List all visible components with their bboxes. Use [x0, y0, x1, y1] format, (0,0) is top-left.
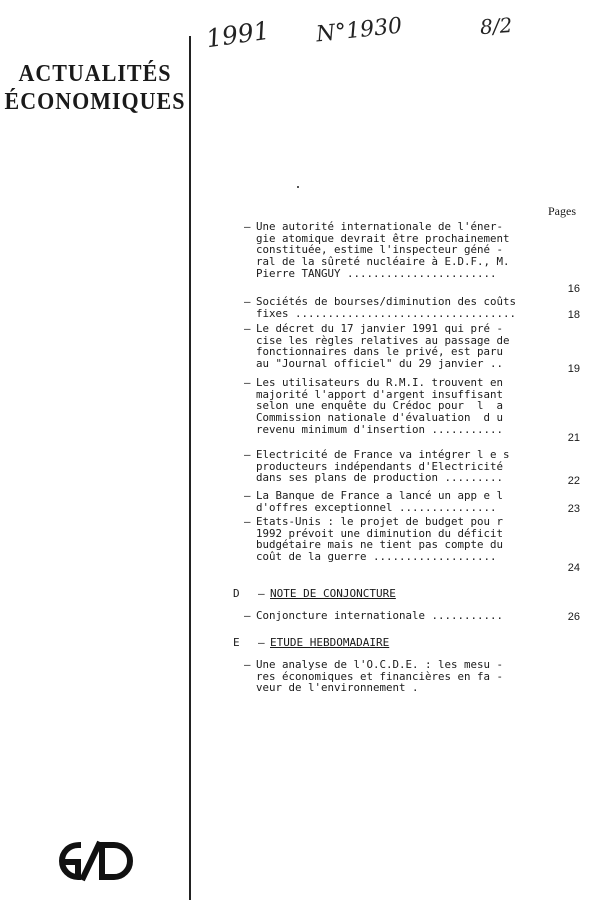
handwritten-issue-number: N°1930 [314, 13, 404, 48]
entry-line: revenu minimum d'insertion ........... [256, 422, 504, 436]
entry-line: Commission nationale d'évaluation d u [256, 411, 504, 425]
toc-entry [244, 322, 546, 371]
entry-line: fonctionnaires dans le privé, est paru [256, 345, 504, 359]
entry-line: Sociétés de bourses/diminution des coûts [256, 295, 517, 308]
entry-line: Une analyse de l'O.C.D.E. : les mesu - [256, 658, 504, 671]
entry-line: fixes .................................. [256, 306, 517, 320]
entry-dash: – [244, 515, 251, 528]
handwritten-year: 1991 [204, 15, 272, 54]
entry-dash: – [244, 489, 251, 502]
entry-line: majorité l'apport d'argent insuffisant [256, 387, 504, 401]
section-title: ETUDE HEBDOMADAIRE [270, 636, 390, 649]
entry-dash: – [244, 448, 251, 461]
publication-title-line-1: ACTUALITÉS [18, 58, 172, 87]
entry-line: d'offres exceptionnel ............... [256, 500, 497, 514]
publication-title-line-2: ÉCONOMIQUES [4, 86, 186, 115]
entry-line: Pierre TANGUY ....................... [256, 266, 497, 280]
toc-entry [244, 220, 546, 280]
entry-dash: – [244, 658, 251, 671]
section-dash: – [258, 636, 265, 649]
entry-line: Electricité de France va intégrer l e s [256, 448, 510, 461]
toc-entry [244, 609, 546, 622]
page-number: 24 [567, 562, 580, 574]
vertical-rule [189, 36, 191, 900]
entry-line: ral de la sûreté nucléaire à E.D.F., M. [256, 255, 510, 269]
entry-line: Les utilisateurs du R.M.I. trouvent en [256, 376, 504, 389]
entry-line: res économiques et financières en fa - [256, 669, 504, 683]
entry-dash: – [244, 376, 251, 389]
publisher-logo [44, 838, 140, 884]
toc-entry [244, 658, 546, 695]
entry-dash: – [244, 220, 251, 233]
entry-dash: – [244, 295, 251, 308]
section-letter: D [233, 587, 240, 600]
entry-line: Une autorité internationale de l'éner- [256, 220, 504, 233]
entry-line: selon une enquête du Crédoc pour l a [256, 399, 504, 413]
page-number: 18 [567, 309, 580, 321]
entry-line: Le décret du 17 janvier 1991 qui pré - [256, 322, 504, 335]
page-number: 19 [567, 363, 580, 375]
entry-dash: – [244, 322, 251, 335]
section-title: NOTE DE CONJONCTURE [270, 587, 396, 600]
entry-line: dans ses plans de production ......... [256, 471, 504, 485]
page-number: 21 [567, 432, 580, 444]
section-letter: E [233, 636, 240, 649]
pages-column-label: Pages [548, 204, 576, 218]
entry-line: La Banque de France a lancé un app e l [256, 489, 504, 502]
page-number: 22 [567, 475, 580, 487]
entry-line: producteurs indépendants d'Electricité [256, 459, 504, 473]
toc-entry [244, 376, 546, 436]
handwritten-mark: 8/2 [479, 12, 513, 40]
entry-line: Etats-Unis : le projet de budget pou r [256, 515, 504, 528]
entry-line: cise les règles relatives au passage de [256, 333, 510, 347]
toc-entry [244, 295, 546, 320]
page-number: 16 [567, 283, 580, 295]
entry-line: constituée, estime l'inspecteur géné - [256, 243, 504, 257]
toc-entry [244, 448, 546, 485]
toc-entry [244, 489, 546, 514]
entry-line: 1992 prévoit une diminution du déficit [256, 526, 504, 540]
entry-line: budgétaire mais ne tient pas compte du [256, 538, 504, 552]
section-dash: – [258, 587, 265, 600]
entry-dash: – [244, 609, 251, 622]
entry-line: au "Journal officiel" du 29 janvier .. [256, 357, 504, 371]
toc-entry [244, 515, 546, 564]
entry-line: gie atomique devrait être prochainement [256, 231, 510, 245]
entry-line: veur de l'environnement . [256, 681, 419, 695]
page-number: 26 [567, 611, 580, 623]
entry-line: Conjoncture internationale ........... [256, 609, 504, 622]
speck [297, 186, 299, 188]
page-number: 23 [567, 503, 580, 515]
entry-line: coût de la guerre ................... [256, 550, 497, 564]
